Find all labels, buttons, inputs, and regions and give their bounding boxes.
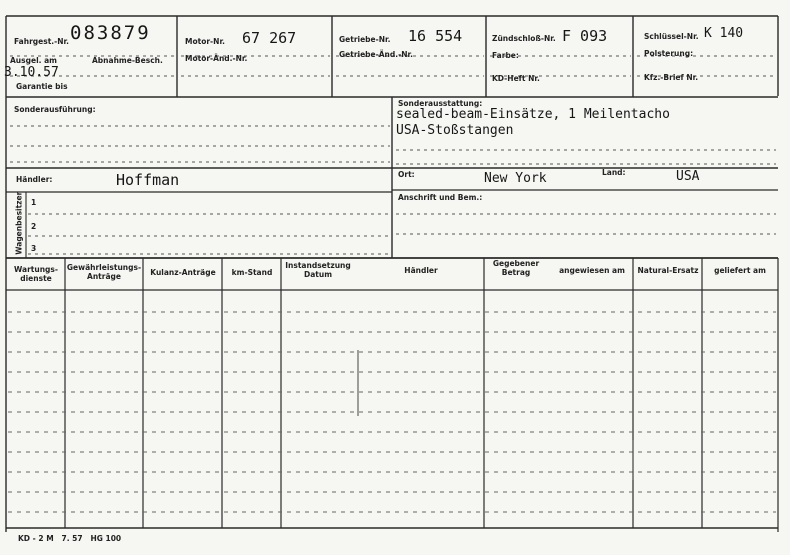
abnahme-label: Abnahme-Besch. xyxy=(92,56,163,65)
sonderausfuehrung-label: Sonderausführung: xyxy=(14,105,96,114)
owner-number-2: 2 xyxy=(31,222,37,231)
ort-value: New York xyxy=(484,171,547,186)
owner-number-1: 1 xyxy=(31,198,37,207)
owner-number-3: 3 xyxy=(31,244,37,253)
farbe-label: Farbe: xyxy=(492,51,519,60)
ort-label: Ort: xyxy=(398,170,415,179)
col-header-haendler: Händler xyxy=(404,266,438,275)
getriebe-aend-label: Getriebe-Änd.-Nr. xyxy=(339,50,413,59)
ausgel-value: 3.10.57 xyxy=(4,65,59,80)
polsterung-label: Polsterung: xyxy=(644,49,694,58)
sonderausstattung-line1: sealed-beam-Einsätze, 1 Meilentacho xyxy=(396,107,670,122)
ausgel-label: Ausgel. am xyxy=(10,56,57,65)
schluessel-label: Schlüssel-Nr. xyxy=(644,32,699,41)
wagenbesitzer-label: Wagenbesitzer xyxy=(14,191,24,255)
getriebe-value: 16 554 xyxy=(408,27,463,45)
kdheft-label: KD-Heft Nr. xyxy=(492,74,540,83)
sonderausstattung-label: Sonderausstattung: xyxy=(398,99,483,108)
land-label: Land: xyxy=(602,168,626,177)
motor-value: 67 267 xyxy=(242,29,297,47)
sonderausstattung-line2: USA-Stoßstangen xyxy=(396,123,514,138)
garantie-label: Garantie bis xyxy=(16,82,68,91)
print-code: KD - 2 M 7. 57 HG 100 xyxy=(18,534,122,543)
motor-aend-label: Motor-Änd.-Nr. xyxy=(185,54,248,63)
col-header-betrag: Gegebener Betrag xyxy=(492,259,540,277)
col-header-instandsetzung: Instandsetzung Datum xyxy=(285,261,351,279)
col-header-kmstand: km-Stand xyxy=(231,268,273,277)
zuendschloss-value: F 093 xyxy=(562,27,608,45)
col-header-gewaehrleistung: Gewährleistungs- Anträge xyxy=(66,263,142,281)
col-header-geliefert: geliefert am xyxy=(714,266,766,275)
col-header-wartung: Wartungs- dienste xyxy=(14,265,58,283)
col-header-angewiesen: angewiesen am xyxy=(559,266,625,275)
land-value: USA xyxy=(676,169,700,184)
schluessel-value: K 140 xyxy=(704,26,744,41)
motor-label: Motor-Nr. xyxy=(185,37,225,46)
fahrgest-value: 083879 xyxy=(70,22,151,44)
zuendschloss-label: Zündschloß-Nr. xyxy=(492,34,556,43)
col-header-natural: Natural-Ersatz xyxy=(637,266,699,275)
kfzbrief-label: Kfz.-Brief Nr. xyxy=(644,73,699,82)
col-header-kulanz: Kulanz-Anträge xyxy=(150,268,216,277)
haendler-label: Händler: xyxy=(16,175,53,184)
haendler-value: Hoffman xyxy=(116,171,180,189)
anschrift-label: Anschrift und Bem.: xyxy=(398,193,483,202)
fahrgest-label: Fahrgest.-Nr. xyxy=(14,37,70,46)
getriebe-label: Getriebe-Nr. xyxy=(339,35,391,44)
